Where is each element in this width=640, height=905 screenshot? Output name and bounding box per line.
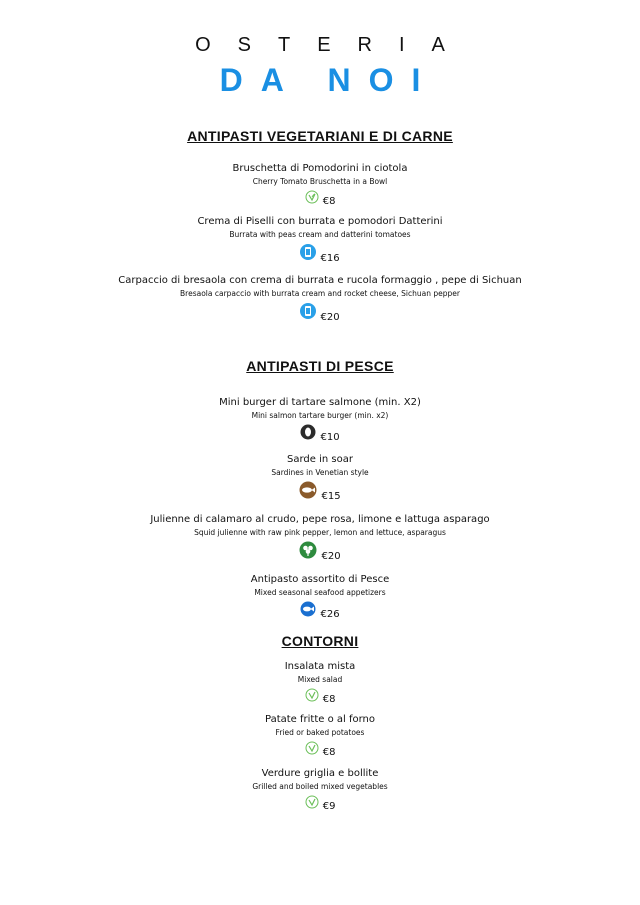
menu-item — [0, 573, 640, 623]
dish-name-it: Sarde in soar — [287, 454, 353, 465]
restaurant-name-line2: DA NOI — [219, 62, 439, 98]
fish-blue-icon — [300, 601, 316, 623]
dish-name-it: Bruschetta di Pomodorini in ciotola — [232, 163, 408, 174]
dish-price: €20 — [320, 312, 340, 323]
dish-price: €16 — [320, 253, 340, 264]
dish-name-en: Grilled and boiled mixed vegetables — [252, 782, 388, 791]
dish-name-it: Verdure griglia e bollite — [261, 768, 379, 779]
restaurant-name-line1: OSTERIA — [195, 34, 472, 56]
dairy-icon — [300, 302, 316, 326]
vegetarian-icon — [305, 741, 319, 761]
menu-item — [0, 713, 640, 761]
dish-name-it: Insalata mista — [284, 661, 356, 672]
dish-name-it: Julienne di calamaro al crudo, pepe rosa, limone e lattuga asparago — [150, 514, 490, 525]
sesame-icon — [300, 424, 316, 446]
dish-name-en: Bresaola carpaccio with burrata cream and rocket cheese, Sichuan pepper — [180, 289, 460, 298]
dish-name-en: Fried or baked potatoes — [275, 728, 365, 737]
dish-price: €15 — [321, 491, 341, 502]
dish-name-en: Sardines in Venetian style — [271, 468, 369, 477]
dish-price: €8 — [322, 747, 336, 758]
menu-item — [0, 162, 640, 210]
menu-item — [0, 396, 640, 446]
dish-name-it: Carpaccio di bresaola con crema di burrata e rucola formaggio , pepe di Sichuan — [118, 275, 522, 286]
dish-price: €26 — [320, 609, 340, 620]
section-title-antipasti-pesce: ANTIPASTI DI PESCE — [246, 358, 394, 374]
dish-name-it: Mini burger di tartare salmone (min. X2) — [219, 397, 421, 408]
dish-name-en: Squid julienne with raw pink pepper, lemon and lettuce, asparagus — [194, 528, 446, 537]
vegetarian-icon — [305, 190, 319, 210]
menu-item — [0, 274, 640, 326]
dish-name-en: Mixed seasonal seafood appetizers — [254, 588, 386, 597]
dish-name-en: Cherry Tomato Bruschetta in a Bowl — [252, 177, 388, 186]
dish-name-en: Mini salmon tartare burger (min. x2) — [251, 411, 389, 420]
dish-name-it: Crema di Piselli con burrata e pomodori Datterini — [197, 216, 443, 227]
dish-name-it: Patate fritte o al forno — [264, 714, 375, 725]
fish-icon — [299, 481, 317, 505]
dish-price: €8 — [322, 694, 336, 705]
section-title-antipasti-veg: ANTIPASTI VEGETARIANI E DI CARNE — [187, 128, 453, 144]
menu-item — [0, 660, 640, 708]
menu-item — [0, 767, 640, 815]
menu-item — [0, 215, 640, 267]
celery-icon — [299, 541, 317, 565]
dish-name-it: Antipasto assortito di Pesce — [250, 574, 390, 585]
dish-price: €10 — [320, 432, 340, 443]
dish-price: €20 — [321, 551, 341, 562]
vegetarian-icon — [305, 688, 319, 708]
dish-price: €8 — [322, 196, 336, 207]
vegetarian-icon — [305, 795, 319, 815]
dish-price: €9 — [322, 801, 336, 812]
dish-name-en: Burrata with peas cream and datterini tomatoes — [229, 230, 411, 239]
menu-item — [0, 453, 640, 505]
dish-name-en: Mixed salad — [297, 675, 343, 684]
section-title-contorni: CONTORNI — [281, 633, 359, 649]
dairy-icon — [300, 243, 316, 267]
menu-item — [0, 513, 640, 565]
